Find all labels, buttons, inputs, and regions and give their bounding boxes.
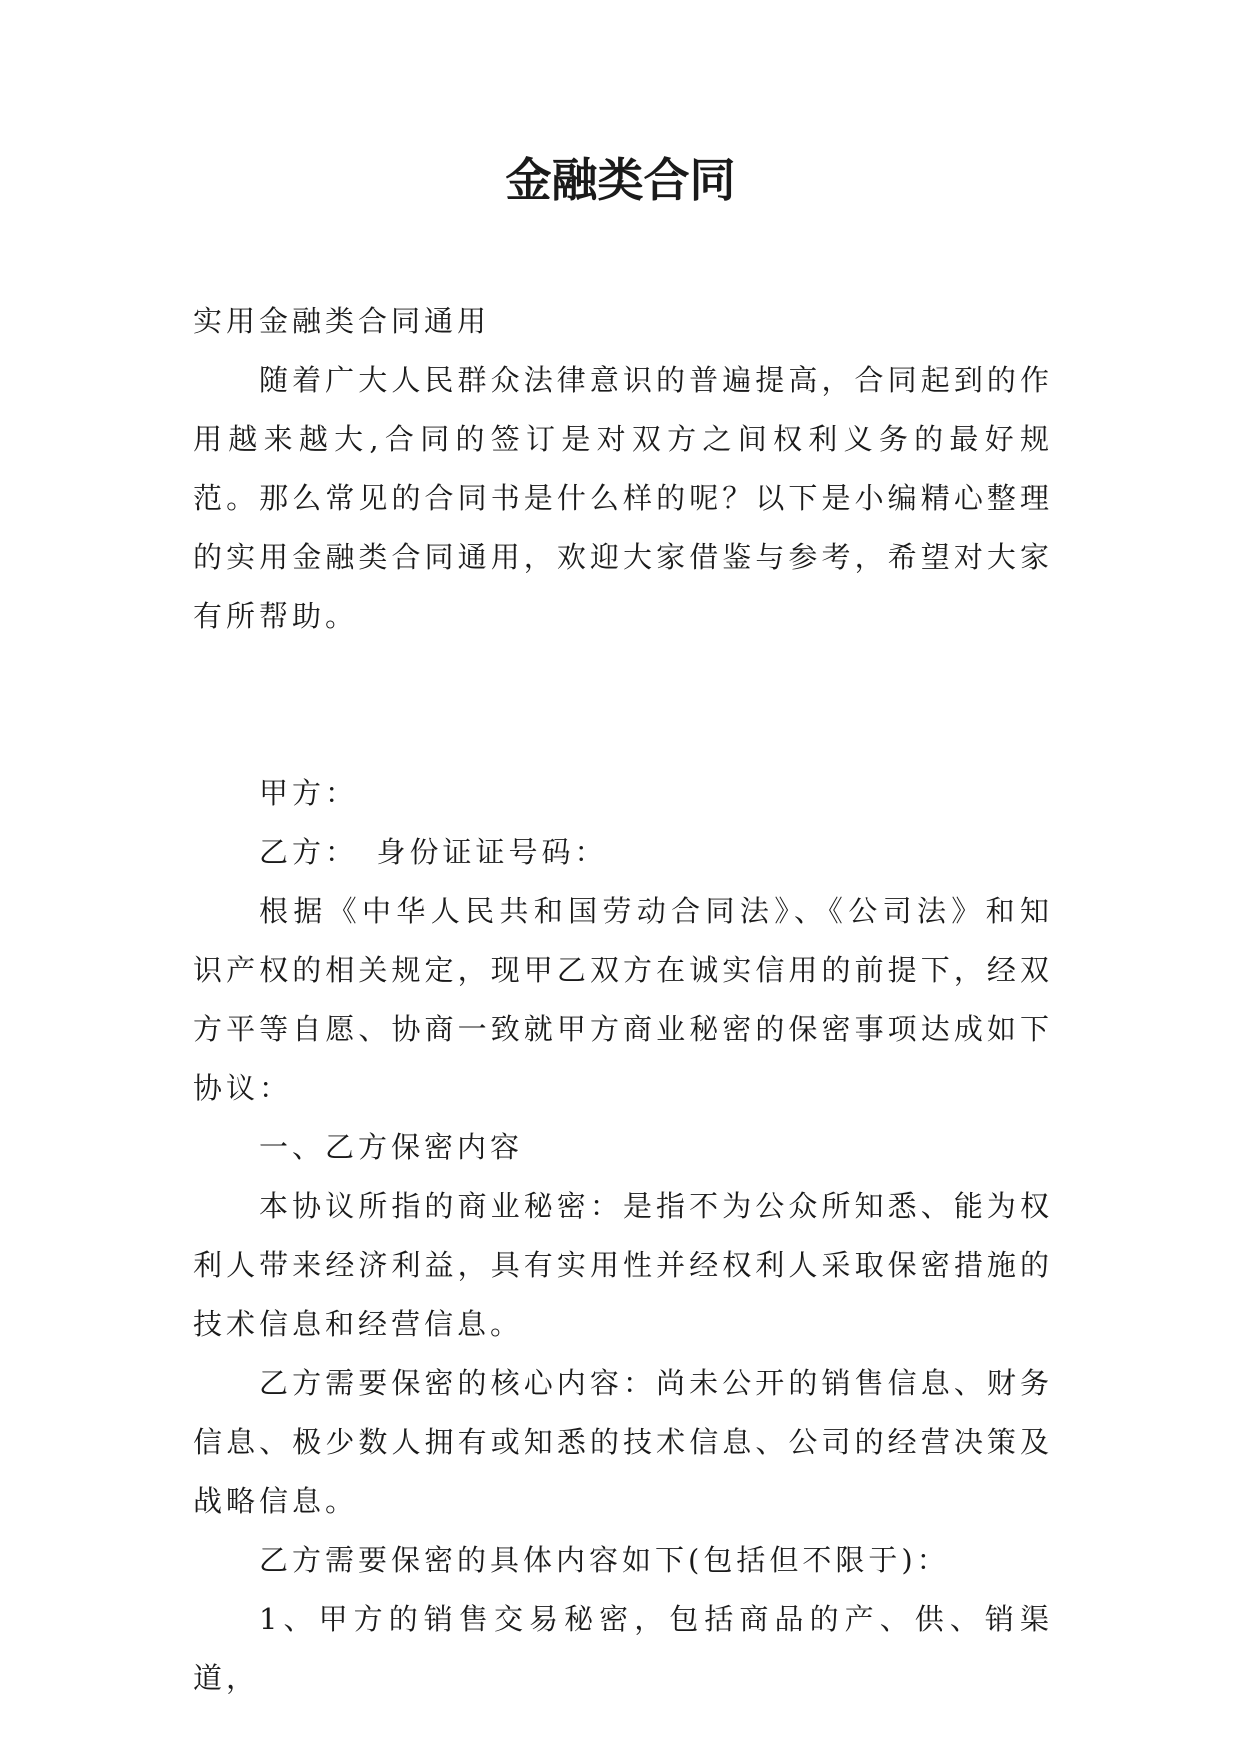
basis-paragraph: 根据《中华人民共和国劳动合同法》、《公司法》和知识产权的相关规定，现甲乙双方在诚实信用的前提下，经双方平等自愿、协商一致就甲方商业秘密的保密事项达成如下协议：: [193, 894, 1053, 1105]
list-item: 1、甲方的销售交易秘密，包括商品的产、供、销渠道，: [193, 1602, 1053, 1695]
blank-space: [193, 646, 1053, 764]
intro-paragraph: 随着广大人民群众法律意识的普遍提高，合同起到的作用越来越大,合同的签订是对双方之间权利义务的最好规范。那么常见的合同书是什么样的呢？以下是小编精心整理的实用金融类合同通用，欢迎大家借鉴与参考，希望对大家有所帮助。: [193, 363, 1053, 633]
section-heading: 一、乙方保密内容: [259, 1130, 524, 1164]
definition-paragraph: 本协议所指的商业秘密：是指不为公众所知悉、能为权利人带来经济利益，具有实用性并经权利人采取保密措施的技术信息和经营信息。: [193, 1189, 1053, 1341]
party-b-line: 乙方： 身份证证号码：: [259, 835, 608, 869]
core-content-paragraph: 乙方需要保密的核心内容：尚未公开的销售信息、财务信息、极少数人拥有或知悉的技术信息、公司的经营决策及战略信息。: [193, 1366, 1053, 1518]
party-a-line: 甲方：: [259, 776, 359, 810]
specific-content-paragraph: 乙方需要保密的具体内容如下(包括但不限于)：: [259, 1543, 950, 1577]
document-title: 金融类合同: [505, 153, 736, 207]
document-body: [193, 292, 1053, 1708]
document-subtitle: 实用金融类合同通用: [193, 304, 491, 338]
